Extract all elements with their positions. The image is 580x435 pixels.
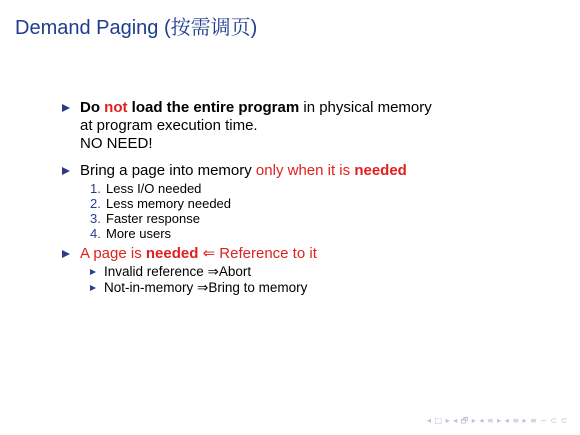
enum-number: 4.: [90, 226, 101, 241]
sub-text: Not-in-memory ⇒Bring to memory: [104, 280, 308, 295]
bullet-list: [62, 99, 562, 296]
enum-text: Less I/O needed: [106, 181, 202, 196]
red-text: only when it is: [255, 162, 355, 179]
text: in physical memory: [299, 99, 432, 116]
enum-number: 3.: [90, 211, 101, 226]
text-line: NO NEED!: [80, 135, 153, 152]
enum-number: 1.: [90, 181, 101, 196]
enum-item: [90, 226, 562, 241]
enum-text: More users: [106, 226, 172, 241]
bullet-item-3: [62, 245, 562, 296]
emphasis-needed: needed: [354, 162, 407, 179]
enum-item: [90, 196, 562, 211]
bold-text: Do: [80, 99, 105, 116]
enum-item: [90, 211, 562, 226]
bullet-item-2: [62, 162, 562, 241]
bullet-item-1: [62, 99, 562, 153]
sub-item: [90, 280, 562, 296]
text: Bring a page into memory: [80, 162, 256, 179]
sub-item: [90, 264, 562, 280]
slide-title: Demand Paging (按需调页): [15, 17, 258, 39]
emphasis-not: not: [104, 99, 128, 116]
bullet-triangle-icon: [62, 104, 70, 112]
bullet-triangle-icon: [62, 167, 70, 175]
bold-text: load the entire program: [127, 99, 300, 116]
sub-bullet-triangle-icon: [90, 285, 96, 291]
bullet-triangle-icon: [62, 250, 70, 258]
beamer-navigation-bar[interactable]: ◂ □ ▸ ◂ 🗗 ▸ ◂ ≡ ▸ ◂ ≡ ▸ ≡ ∽ ⊂ ⊂: [426, 416, 568, 425]
red-text: A page is: [80, 245, 146, 262]
text-line: at program execution time.: [80, 117, 258, 134]
enum-text: Less memory needed: [106, 196, 232, 211]
enum-number: 2.: [90, 196, 101, 211]
enum-text: Faster response: [106, 211, 200, 226]
sub-list: [80, 264, 562, 296]
sub-text: Invalid reference ⇒Abort: [104, 264, 252, 279]
sub-bullet-triangle-icon: [90, 269, 96, 275]
enumerated-list: [80, 181, 562, 241]
enum-item: [90, 181, 562, 196]
emphasis-needed: needed: [145, 245, 199, 262]
red-text: ⇐ Reference to it: [198, 245, 317, 262]
